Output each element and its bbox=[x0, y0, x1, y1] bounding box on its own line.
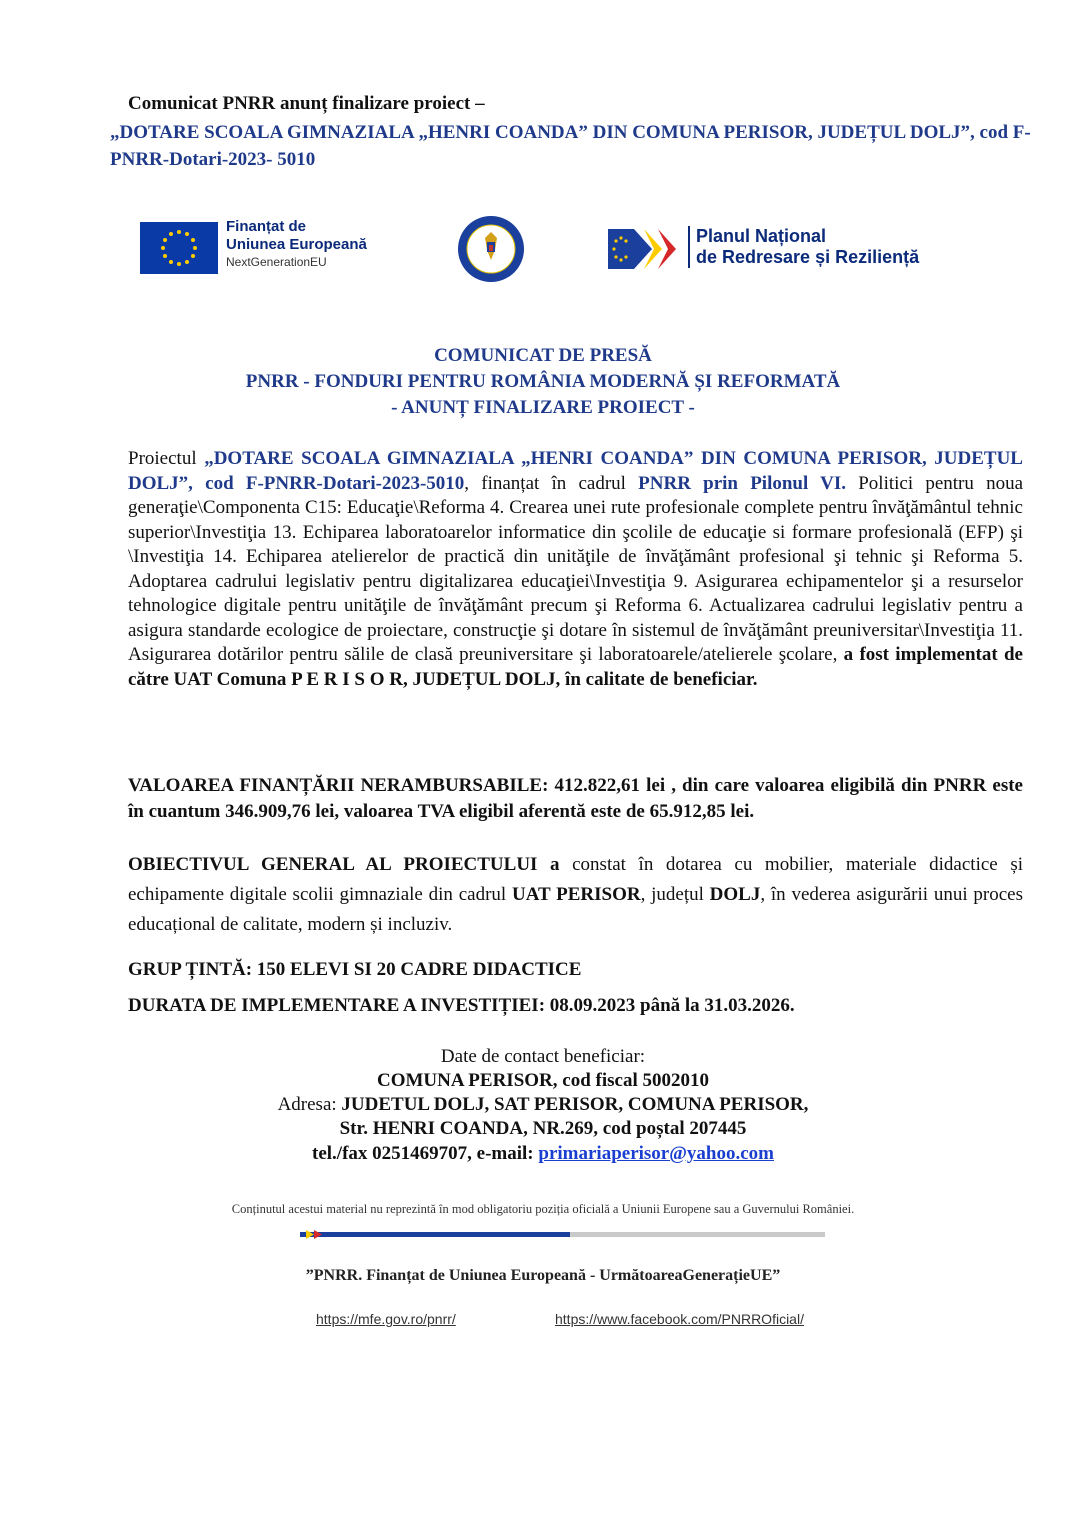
objective-text-2: , județul bbox=[640, 884, 710, 905]
contact-entity: COMUNA PERISOR, cod fiscal 5002010 bbox=[377, 1070, 709, 1091]
contact-phone-email bbox=[0, 1142, 1086, 1166]
pnrr-logo-line1: Planul Național bbox=[696, 226, 827, 246]
footer-slogan: ”PNRR. Finanțat de Uniunea Europeană - UrmătoareaGenerațieUE” bbox=[305, 1267, 781, 1284]
objective-text-1: constat în dotarea cu mobilier, materiale didactice și echipamente digitale scolii gimnaziale din cadrul bbox=[128, 854, 1023, 905]
header-line1: Comunicat PNRR anunț finalizare proiect – bbox=[128, 93, 485, 114]
contact-address bbox=[0, 1093, 1086, 1117]
project-intro: Proiectul bbox=[128, 448, 205, 469]
address-label: Adresa: bbox=[277, 1094, 342, 1115]
project-description bbox=[128, 447, 1023, 692]
project-implementation: a fost implementat de către UAT Comuna P E R I S O R, JUDEȚUL DOLJ, în calitate de beneficiar. bbox=[128, 644, 1023, 690]
header-project-title: „DOTARE SCOALA GIMNAZIALA „HENRI COANDA” DIN COMUNA PERISOR, JUDEȚUL DOLJ”, cod F-PNRR-Dotari-2023- 5010 bbox=[110, 122, 1031, 170]
contact-phone: tel./fax 0251469707, e-mail: bbox=[312, 1143, 539, 1164]
press-subtitle: PNRR - FONDURI PENTRU ROMÂNIA MODERNĂ ȘI REFORMATĂ bbox=[245, 371, 841, 392]
press-title: COMUNICAT DE PRESĂ bbox=[434, 345, 652, 366]
logos-bar bbox=[138, 210, 948, 290]
pnrr-logo-icon bbox=[608, 224, 688, 274]
pnrr-logo-text bbox=[688, 226, 919, 268]
target-group: GRUP ȚINTĂ: 150 ELEVI SI 20 CADRE DIDACTICE bbox=[128, 959, 582, 980]
eu-funding-line3: NextGenerationEU bbox=[226, 255, 327, 269]
objective-uat: UAT PERISOR bbox=[511, 884, 641, 905]
objective-county: DOLJ bbox=[709, 884, 761, 905]
footer-disclaimer: Conținutul acestui material nu reprezintă în mod obligatoriu poziția oficială a Uniunii Europene sau a Guvernului României. bbox=[231, 1202, 855, 1216]
eu-funding-line2: Uniunea Europeană bbox=[226, 236, 367, 253]
pnrr-logo-line2: de Redresare și Reziliență bbox=[696, 247, 920, 267]
project-pillar: PNRR prin Pilonul VI. bbox=[638, 472, 847, 494]
contact-email-link[interactable]: primariaperisor@yahoo.com bbox=[538, 1143, 774, 1164]
project-funded-text: , finanțat în cadrul bbox=[464, 472, 639, 494]
press-subtitle-2: - ANUNȚ FINALIZARE PROIECT - bbox=[391, 397, 695, 418]
eu-flag-icon bbox=[140, 222, 218, 274]
project-components: Politici pentru noua generaţie\Componenta C15: Educaţie\Reforma 4. Crearea unei rute profesionale complete pentru învăţământul tehnic superior\Investiţia 13. Echiparea laboratoarelor informatice din şcolile de educaţie si formare profesională (EFP) şi \Investiţia 14. Echiparea atelierelor de practică din unităţile de învăţământ profesional şi tehnic şi Reforma 5. Adoptarea cadrului legislativ pentru digitalizarea educaţiei\Investiţia 9. Asigurarea echipamentelor şi a resurselor tehnologice digitale pentru unităţile de învăţământ precum şi Reforma 6. Actualizarea cadrului legislativ pentru a asigura standarde ecologice de proiectare, construcţie şi dotare în sistemul de învăţământ preuniversitar\Investiţia 11. Asigurarea dotărilor pentru sălile de clasă preuniversitare şi laboratoarele/atelierele şcolare, bbox=[128, 472, 1024, 665]
project-objective bbox=[128, 850, 1023, 940]
address-line2: Str. HENRI COANDA, NR.269, cod poștal 207445 bbox=[339, 1118, 747, 1139]
eu-funding-text bbox=[226, 218, 367, 271]
footer-link-facebook[interactable]: https://www.facebook.com/PNRROficial/ bbox=[555, 1311, 804, 1327]
eu-funding-line1: Finanțat de bbox=[226, 218, 307, 235]
footer-stripe bbox=[300, 1226, 825, 1236]
contact-heading: Date de contact beneficiar: bbox=[440, 1046, 646, 1067]
romanian-government-seal-icon bbox=[456, 214, 526, 284]
footer-link-mfe[interactable]: https://mfe.gov.ro/pnrr/ bbox=[316, 1311, 456, 1327]
objective-label: OBIECTIVUL GENERAL AL PROIECTULUI a bbox=[128, 854, 560, 875]
objective-text-3: , în vederea asigurării unui proces educațional de calitate, modern și incluziv. bbox=[128, 884, 1023, 935]
project-name: „DOTARE SCOALA GIMNAZIALA „HENRI COANDA” DIN COMUNA PERISOR, JUDEȚUL DOLJ”, cod F-PNRR-Dotari-2023-5010 bbox=[128, 448, 1023, 494]
implementation-period: DURATA DE IMPLEMENTARE A INVESTIȚIEI: 08.09.2023 până la 31.03.2026. bbox=[128, 995, 795, 1016]
address-line1: JUDETUL DOLJ, SAT PERISOR, COMUNA PERISOR, bbox=[341, 1094, 809, 1115]
funding-value: VALOAREA FINANȚĂRII NERAMBURSABILE: 412.822,61 lei , din care valoarea eligibilă din PNRR este în cuantum 346.909,76 lei, valoarea TVA eligibil aferentă este de 65.912,85 lei. bbox=[128, 775, 1023, 822]
